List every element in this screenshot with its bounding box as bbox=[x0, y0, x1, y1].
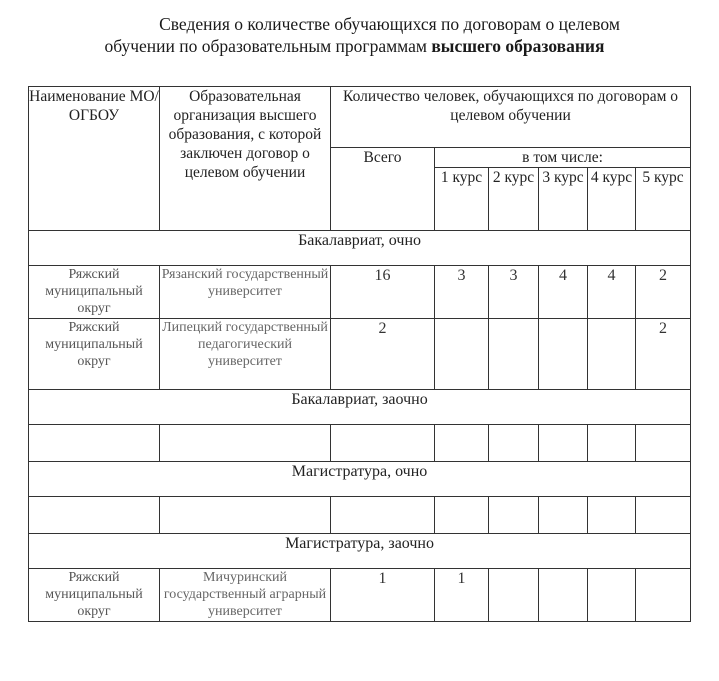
section-master-fulltime: Магистратура, очно bbox=[29, 462, 691, 497]
mo-cell: Ряжский муниципальный округ bbox=[29, 319, 160, 390]
header-course-3: 3 курс bbox=[539, 168, 588, 231]
course-3-cell: 4 bbox=[539, 266, 588, 319]
title-line-2 bbox=[0, 35, 719, 57]
header-row-1 bbox=[29, 87, 691, 148]
header-org: Образовательная организация высшего образования, с которой заключен договор о целевом обучении bbox=[160, 87, 331, 231]
section-bachelor-parttime: Бакалавриат, заочно bbox=[29, 390, 691, 425]
empty-cell bbox=[588, 425, 636, 462]
empty-cell bbox=[160, 425, 331, 462]
empty-row bbox=[29, 425, 691, 462]
empty-cell bbox=[539, 425, 588, 462]
empty-cell bbox=[435, 497, 489, 534]
course-4-cell: 4 bbox=[588, 266, 636, 319]
org-cell: Липецкий государственный педагогический университет bbox=[160, 319, 331, 390]
mo-cell: Ряжский муниципальный округ bbox=[29, 266, 160, 319]
empty-cell bbox=[489, 425, 539, 462]
header-course-2: 2 курс bbox=[489, 168, 539, 231]
course-2-cell bbox=[489, 569, 539, 622]
header-mo: Наименование МО/ОГБОУ bbox=[29, 87, 160, 231]
section-row bbox=[29, 390, 691, 425]
header-course-4: 4 курс bbox=[588, 168, 636, 231]
total-cell: 2 bbox=[331, 319, 435, 390]
empty-cell bbox=[539, 497, 588, 534]
section-row bbox=[29, 462, 691, 497]
empty-cell bbox=[331, 425, 435, 462]
document-title bbox=[0, 13, 719, 57]
header-course-1: 1 курс bbox=[435, 168, 489, 231]
table-row bbox=[29, 266, 691, 319]
course-5-cell: 2 bbox=[636, 319, 691, 390]
course-4-cell bbox=[588, 569, 636, 622]
header-quantity: Количество человек, обучающихся по договорам о целевом обучении bbox=[331, 87, 691, 148]
course-2-cell bbox=[489, 319, 539, 390]
course-1-cell: 1 bbox=[435, 569, 489, 622]
empty-cell bbox=[29, 497, 160, 534]
empty-cell bbox=[29, 425, 160, 462]
section-row bbox=[29, 534, 691, 569]
title-line-2-prefix: обучении по образовательным программам bbox=[104, 36, 432, 56]
empty-cell bbox=[160, 497, 331, 534]
target-training-table bbox=[28, 86, 691, 622]
table-row bbox=[29, 569, 691, 622]
total-cell: 16 bbox=[331, 266, 435, 319]
empty-cell bbox=[636, 425, 691, 462]
org-cell: Мичуринский государственный аграрный университет bbox=[160, 569, 331, 622]
org-cell: Рязанский государственный университет bbox=[160, 266, 331, 319]
header-total: Всего bbox=[331, 148, 435, 231]
course-4-cell bbox=[588, 319, 636, 390]
section-master-parttime: Магистратура, заочно bbox=[29, 534, 691, 569]
empty-cell bbox=[435, 425, 489, 462]
course-5-cell bbox=[636, 569, 691, 622]
header-including: в том числе: bbox=[435, 148, 691, 168]
mo-cell: Ряжский муниципальный округ bbox=[29, 569, 160, 622]
title-line-1: Сведения о количестве обучающихся по договорам о целевом bbox=[159, 14, 620, 34]
empty-cell bbox=[636, 497, 691, 534]
title-line-2-bold: высшего образования bbox=[431, 36, 605, 56]
course-1-cell bbox=[435, 319, 489, 390]
course-3-cell bbox=[539, 319, 588, 390]
course-1-cell: 3 bbox=[435, 266, 489, 319]
empty-cell bbox=[331, 497, 435, 534]
section-bachelor-fulltime: Бакалавриат, очно bbox=[29, 231, 691, 266]
empty-cell bbox=[588, 497, 636, 534]
empty-cell bbox=[489, 497, 539, 534]
course-2-cell: 3 bbox=[489, 266, 539, 319]
table-row bbox=[29, 319, 691, 390]
header-course-5: 5 курс bbox=[636, 168, 691, 231]
empty-row bbox=[29, 497, 691, 534]
course-3-cell bbox=[539, 569, 588, 622]
section-row bbox=[29, 231, 691, 266]
total-cell: 1 bbox=[331, 569, 435, 622]
course-5-cell: 2 bbox=[636, 266, 691, 319]
